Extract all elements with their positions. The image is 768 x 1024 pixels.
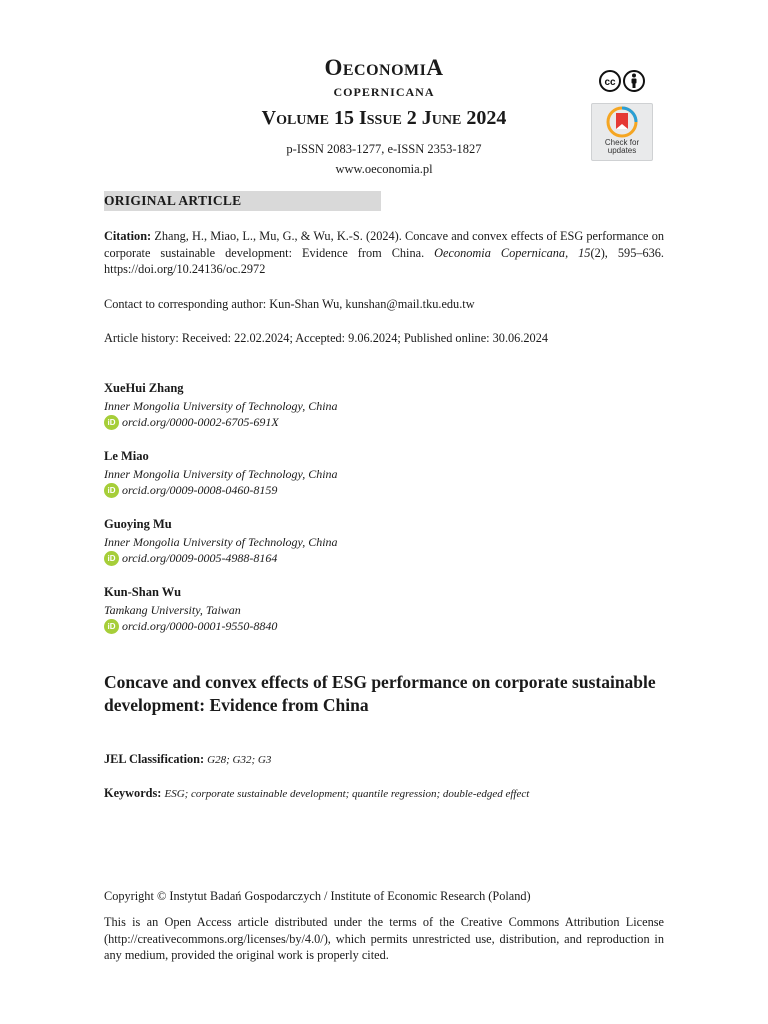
keywords-label: Keywords: (104, 786, 162, 800)
corresponding-contact: Contact to corresponding author: Kun-Shan Wu, kunshan@mail.tku.edu.tw (104, 297, 475, 311)
orcid-icon: iD (104, 619, 119, 634)
orcid-icon: iD (104, 415, 119, 430)
check-for-updates-badge[interactable] (591, 103, 653, 161)
citation-label: Citation: (104, 229, 152, 243)
check-updates-icon (592, 105, 652, 139)
author-affiliation: Inner Mongolia University of Technology, China (104, 535, 338, 549)
orcid-text[interactable]: orcid.org/0009-0005-4988-8164 (122, 551, 278, 565)
jel-value: G28; G32; G3 (207, 754, 272, 766)
citation-authors: Zhang, H., Miao, L., Mu, G., & Wu, K.-S. (2024). Concave and convex effects of ESG performance on corporate sustainable development: Evidence from China. (104, 229, 664, 260)
author-name: Guoying Mu (104, 517, 172, 531)
cc-by-icon[interactable] (599, 70, 645, 92)
journal-subtitle: copernicana (333, 81, 435, 100)
author-orcid-link[interactable] (104, 415, 279, 430)
keywords-value: ESG; corporate sustainable development; quantile regression; double-edged effect (164, 788, 530, 800)
article-title: Concave and convex effects of ESG performance on corporate sustainable development: Evidence from China (104, 672, 656, 715)
orcid-text[interactable]: orcid.org/0009-0008-0460-8159 (122, 483, 278, 497)
svg-text:cc: cc (604, 77, 616, 88)
orcid-text[interactable]: orcid.org/0000-0002-6705-691X (122, 415, 279, 429)
license-text: This is an Open Access article distributed under the terms of the Creative Commons Attribution License (http://creativecommons.org/licenses/by/4.0/), which permits unrestricted use, distribution, and reproduction in any medium, provided the original work is properly cited. (104, 915, 664, 962)
author-name: Kun-Shan Wu (104, 585, 182, 599)
volume-issue: Volume 15 Issue 2 June 2024 (261, 107, 507, 129)
website-link[interactable]: www.oeconomia.pl (335, 162, 433, 176)
jel-classification (104, 752, 271, 767)
citation (104, 228, 664, 278)
article-history: Article history: Received: 22.02.2024; Accepted: 9.06.2024; Published online: 30.06.2024 (104, 331, 548, 345)
keywords (104, 786, 529, 801)
orcid-icon: iD (104, 551, 119, 566)
check-updates-label: Check for updates (604, 138, 640, 155)
issn: p-ISSN 2083-1277, e-ISSN 2353-1827 (286, 142, 482, 156)
author-orcid-link[interactable] (104, 619, 277, 634)
author-name: XueHui Zhang (104, 381, 184, 395)
article-type-banner: ORIGINAL ARTICLE (104, 191, 381, 211)
author-orcid-link[interactable] (104, 483, 277, 498)
author-affiliation: Inner Mongolia University of Technology, China (104, 399, 338, 413)
author-affiliation: Tamkang University, Taiwan (104, 603, 241, 617)
orcid-icon: iD (104, 483, 119, 498)
citation-rest[interactable]: (2), 595–636. https://doi.org/10.24136/oc.2972 (104, 245, 665, 276)
orcid-text[interactable]: orcid.org/0000-0001-9550-8840 (122, 619, 278, 633)
author-affiliation: Inner Mongolia University of Technology, China (104, 467, 338, 481)
citation-journal: Oeconomia Copernicana, 15 (434, 245, 591, 260)
author-name: Le Miao (104, 449, 149, 463)
jel-label: JEL Classification: (104, 752, 205, 766)
copyright: Copyright © Instytut Badań Gospodarczych / Institute of Economic Research (Poland) (104, 889, 531, 903)
journal-name: OeconomiA (324, 55, 444, 80)
author-orcid-link[interactable] (104, 551, 277, 566)
